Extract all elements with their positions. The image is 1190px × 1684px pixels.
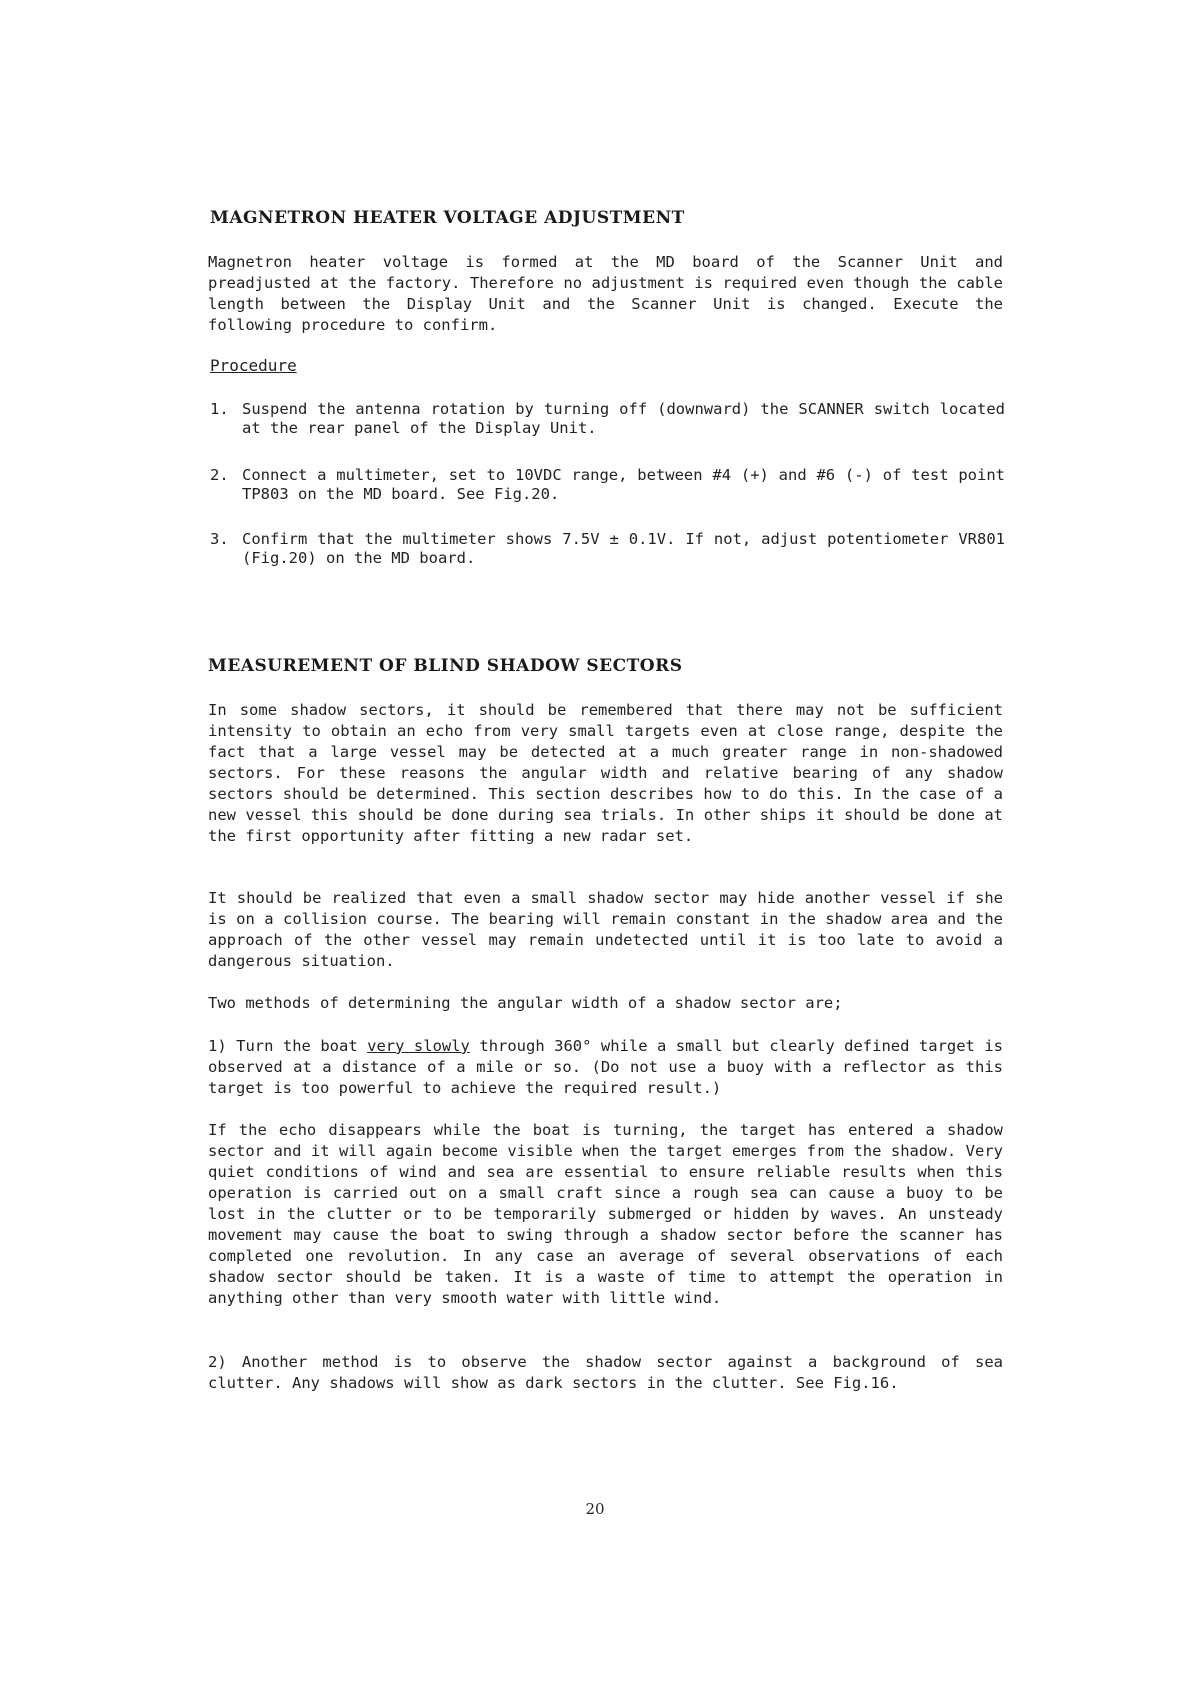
shadow-paragraph-3: Two methods of determining the angular width of a shadow sector are; — [208, 994, 843, 1012]
procedure-step-2 — [210, 466, 1005, 504]
shadow-paragraph-method-1 — [208, 1036, 1003, 1099]
step-text: Connect a multimeter, set to 10VDC range, between #4 (+) and #6 (-) of test point TP803 on the MD board. See Fig.20. — [242, 466, 1005, 503]
step-number: 2. — [210, 466, 229, 484]
page-number: 20 — [585, 1500, 605, 1518]
shadow-paragraph-method-2: 2) Another method is to observe the shadow sector against a background of sea clutter. Any shadows will show as dark sectors in the clutter. See Fig.16. — [208, 1353, 1003, 1392]
magnetron-intro-paragraph: Magnetron heater voltage is formed at the MD board of the Scanner Unit and preadjusted at the factory. Therefore no adjustment is required even though the cable length between the Display Unit and the Scanner Unit is changed. Execute the following procedure to confirm. — [208, 253, 1003, 334]
shadow-paragraph-1: In some shadow sectors, it should be remembered that there may not be sufficient intensity to obtain an echo from very small targets even at close range, despite the fact that a large vessel may be detected at a much greater range in non-shadowed sectors. For these reasons the angular width and relative bearing of any shadow sectors should be determined. This section describes how to do this. In the case of a new vessel this should be done during sea trials. In other ships it should be done at the first opportunity after fitting a new radar set. — [208, 701, 1003, 845]
step-number: 3. — [210, 530, 229, 548]
section-title-blind-shadow: MEASUREMENT OF BLIND SHADOW SECTORS — [208, 656, 683, 676]
method-1-text-end: through 360° while a small but clearly defined target is observed at a distance of a mile or so. (Do not use a buoy with a reflector as this target is too powerful to achieve the required result.) — [208, 1037, 1004, 1097]
section-title-magnetron: MAGNETRON HEATER VOLTAGE ADJUSTMENT — [210, 208, 685, 228]
method-1-text-start: 1) Turn the boat — [208, 1037, 368, 1055]
step-number: 1. — [210, 400, 229, 418]
shadow-paragraph-2: It should be realized that even a small shadow sector may hide another vessel if she is on a collision course. The bearing will remain constant in the shadow area and the approach of the other vessel may remain undetected until it is too late to avoid a dangerous situation. — [208, 889, 1003, 970]
shadow-paragraph-5: If the echo disappears while the boat is turning, the target has entered a shadow sector and it will again become visible when the target emerges from the shadow. Very quiet conditions of wind and sea are essential to ensure reliable results when this operation is carried out on a small craft since a rough sea can cause a buoy to be lost in the clutter or to be temporarily submerged or hidden by waves. An unsteady movement may cause the boat to swing through a shadow sector before the scanner has completed one revolution. In any case an average of several observations of each shadow sector should be taken. It is a waste of time to attempt the operation in anything other than very smooth water with little wind. — [208, 1121, 1003, 1307]
procedure-step-3 — [210, 530, 1005, 568]
very-slowly-emphasis: very slowly — [367, 1037, 470, 1055]
step-text: Confirm that the multimeter shows 7.5V ± 0.1V. If not, adjust potentiometer VR801 (Fig.20) on the MD board. — [242, 530, 1005, 567]
procedure-heading: Procedure — [210, 356, 297, 375]
procedure-step-1 — [210, 400, 1005, 438]
step-text: Suspend the antenna rotation by turning off (downward) the SCANNER switch located at the rear panel of the Display Unit. — [242, 400, 1005, 437]
